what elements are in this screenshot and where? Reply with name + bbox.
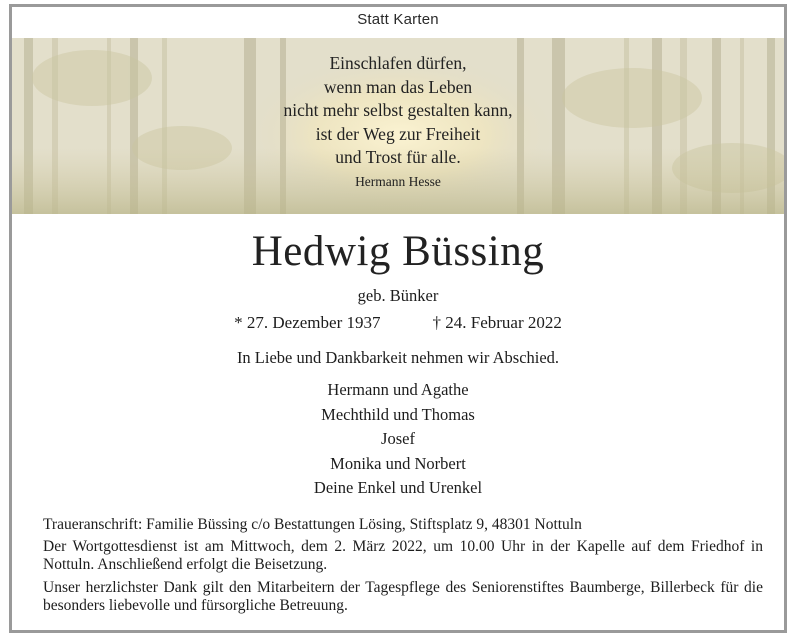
service-details: Der Wortgottesdienst ist am Mittwoch, dem 2. März 2022, um 10.00 Uhr in der Kapelle auf dem Friedhof in Nottuln. Anschließend erfolgt die Beisetzung. [43, 537, 763, 573]
mourner-entry: Monika und Norbert [330, 453, 466, 473]
mourner-entry: Hermann und Agathe [327, 380, 469, 399]
quote-line: Einschlafen dürfen, [329, 53, 467, 73]
quote-author: Hermann Hesse [355, 173, 441, 189]
mourning-address: Traueranschrift: Familie Büssing c/o Bestattungen Lösing, Stiftsplatz 9, 48301 Nottuln [43, 516, 582, 533]
thanks-note: Unser herzlichster Dank gilt den Mitarbeitern der Tagespflege des Seniorenstiftes Baumberge, Billerbeck für die besonders liebevolle und fürsorgliche Betreuung. [43, 578, 763, 614]
death-date: † 24. Februar 2022 [432, 313, 562, 332]
farewell-text: In Liebe und Dankbarkeit nehmen wir Abschied. [236, 348, 560, 367]
mourner-entry: Josef [381, 429, 415, 448]
life-dates [12, 313, 784, 333]
obituary-notice [9, 4, 787, 633]
mourner-entry: Mechthild und Thomas [321, 404, 475, 424]
quote-line: wenn man das Leben [323, 76, 473, 97]
forest-background-image [12, 38, 784, 214]
footer-info [43, 516, 763, 616]
maiden-name: geb. Bünker [357, 286, 439, 305]
deceased-name: Hedwig Büssing [251, 228, 545, 275]
quote-line: ist der Weg zur Freiheit [315, 123, 481, 144]
mourners-list [12, 378, 784, 501]
quote-line: nicht mehr selbst gestalten kann, [283, 100, 513, 120]
header-label: Statt Karten [357, 11, 439, 28]
mourner-entry: Deine Enkel und Urenkel [313, 478, 483, 497]
birth-date: * 27. Dezember 1937 [234, 313, 381, 332]
quote-line: und Trost für alle. [335, 147, 461, 167]
quote [12, 52, 784, 193]
